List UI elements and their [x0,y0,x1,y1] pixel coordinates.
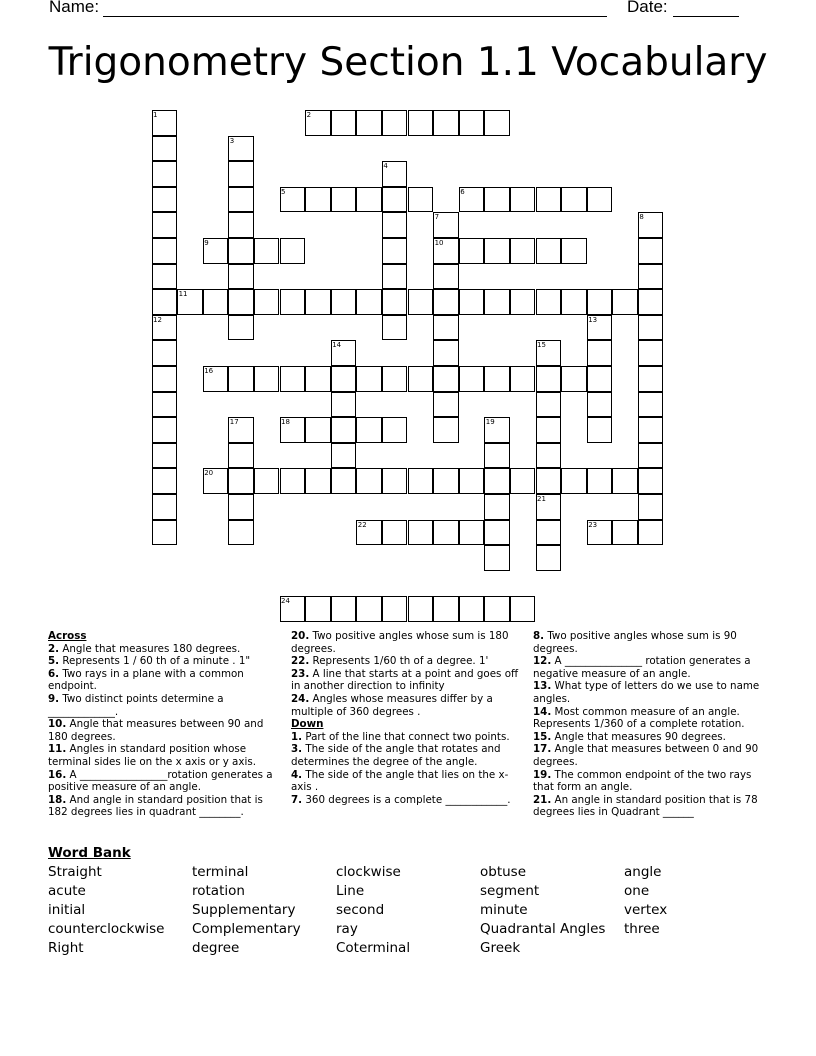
word-bank-word: vertex [624,902,668,918]
cell-number: 17 [229,418,239,427]
crossword-cell[interactable] [587,187,613,213]
clue-number: 12. [533,655,552,668]
crossword-cell[interactable] [356,289,382,315]
crossword-cell[interactable] [305,417,331,443]
clue-number: 1. [291,730,303,743]
across-clue-list [48,643,276,819]
crossword-cell[interactable] [638,315,664,341]
clue [533,680,765,705]
word-bank-word: counterclockwise [48,921,165,937]
crossword-cell[interactable] [612,289,638,315]
clue-number: 7. [291,793,303,806]
crossword-cell[interactable] [536,520,562,546]
clue [291,668,519,693]
crossword-cell[interactable] [408,596,434,622]
cell-number: 10 [434,239,444,247]
crossword-cell[interactable] [152,417,178,443]
word-bank-word: terminal [192,864,249,880]
clue [291,769,519,794]
clue-text: A _______________ rotation generates a negative measure of an angle. [533,655,751,680]
word-bank-word: Line [336,883,365,899]
cell-number: 7 [434,213,440,222]
crossword-cell[interactable] [331,417,357,443]
clue-number: 10. [48,718,67,731]
crossword-cell[interactable] [305,187,331,213]
crossword-cell[interactable] [152,212,178,238]
crossword-cell[interactable] [228,212,254,238]
crossword-cell[interactable] [536,289,562,315]
clue-text: Angles whose measures differ by a multiple of 360 degrees . [291,692,493,718]
crossword-cell[interactable] [382,187,408,213]
crossword-cell[interactable] [433,110,459,136]
crossword-cell[interactable] [228,468,254,494]
clue-number: 23. [291,667,310,680]
cell-number: 15 [537,341,546,350]
crossword-cell[interactable] [331,289,357,315]
clue [533,630,765,655]
crossword-cell[interactable] [228,238,254,264]
crossword-cell[interactable] [305,596,331,622]
crossword-cell[interactable] [356,366,382,392]
clue [533,769,765,794]
crossword-cell[interactable] [228,315,254,341]
cell-number: 18 [281,418,290,427]
cell-number: 13 [588,315,598,324]
cell-number: 21 [537,495,546,503]
clue [533,731,765,744]
cell-number: 11 [178,290,188,299]
clue-text: Two positive angles whose sum is 180 degrees. [291,630,509,655]
across-heading: Across [48,630,87,642]
crossword-cell[interactable] [152,443,178,469]
cell-number: 16 [204,367,214,375]
crossword-cell[interactable] [203,289,229,315]
cell-number: 12 [153,315,162,324]
word-bank-word: second [336,902,385,918]
crossword-cell[interactable] [152,392,178,418]
crossword-cell[interactable] [408,520,434,546]
clue [48,643,276,656]
crossword-cell[interactable] [561,289,587,315]
crossword-cell[interactable] [152,494,178,520]
clue-text: Most common measure of an angle. Represents 1/360 of a complete rotation. [533,705,745,731]
cell-number: 8 [639,213,644,222]
word-bank-word: degree [192,940,240,956]
crossword-cell[interactable] [382,468,408,494]
crossword-cell[interactable] [612,520,638,546]
crossword-cell[interactable] [484,468,510,494]
crossword-cell[interactable] [433,315,459,341]
clue-text: A _________________rotation generates a positive measure of an angle. [48,768,273,794]
crossword-cell[interactable] [382,238,408,264]
crossword-cell[interactable] [459,596,485,622]
clue-number: 15. [533,730,552,743]
clue [291,655,519,668]
word-bank-word: Greek [480,940,521,956]
crossword-cell[interactable] [536,238,562,264]
crossword-cell[interactable] [638,392,664,418]
word-bank-column [192,863,301,958]
word-bank-word: segment [480,883,540,899]
crossword-cell[interactable] [305,289,331,315]
clue [533,655,765,680]
word-bank-column [48,863,164,958]
crossword-cell[interactable] [254,468,280,494]
clue-text: Two positive angles whose sum is 90 degrees. [533,630,737,655]
clue-number: 9. [48,692,60,705]
crossword-cell[interactable] [228,494,254,520]
clue [48,718,276,743]
clue [291,731,519,744]
cell-number: 22 [357,520,367,529]
word-bank-word: Straight [48,864,102,880]
clue-text: 360 degrees is a complete ____________. [302,793,511,806]
clue-text: And angle in standard position that is 182 degrees lies in quadrant ________. [48,793,263,819]
crossword-cell[interactable] [484,110,510,136]
word-bank-column [624,863,667,939]
crossword-cell[interactable] [638,264,664,290]
crossword-cell[interactable] [228,161,254,187]
crossword-cell[interactable] [459,289,485,315]
crossword-cell[interactable] [228,520,254,546]
cell-number: 9 [204,239,209,247]
crossword-cell[interactable] [484,238,510,264]
crossword-cell[interactable] [152,520,178,546]
crossword-cell[interactable] [382,212,408,238]
crossword-cell[interactable] [484,443,510,469]
clue-number: 11. [48,743,67,756]
crossword-cell[interactable] [254,289,280,315]
clue-text: What type of letters do we use to name angles. [533,680,760,705]
crossword-cell[interactable] [152,468,178,494]
clue-text: Angles in standard position whose terminal sides lie on the x axis or y axis. [48,743,256,768]
crossword-cell[interactable] [638,417,664,443]
crossword-cell[interactable] [228,264,254,290]
clue-number: 6. [48,667,60,680]
cell-number: 19 [485,418,495,427]
crossword-cell[interactable] [433,520,459,546]
clue-number: 14. [533,705,552,718]
crossword-cell[interactable] [561,366,587,392]
crossword-cell[interactable] [228,289,254,315]
crossword-cell[interactable] [433,596,459,622]
crossword-cell[interactable] [536,392,562,418]
word-bank-column [480,863,605,958]
crossword-cell[interactable] [382,110,408,136]
clue [291,630,519,655]
clue [291,794,519,807]
crossword-cell[interactable] [638,366,664,392]
clue-number: 2. [48,642,60,655]
crossword-cell[interactable] [459,520,485,546]
crossword-cell[interactable] [152,136,178,162]
crossword-cell[interactable] [459,238,485,264]
crossword-cell[interactable] [587,417,613,443]
crossword-cell[interactable] [638,494,664,520]
crossword-cell[interactable] [305,468,331,494]
crossword-cell[interactable] [382,289,408,315]
crossword-cell[interactable] [152,264,178,290]
crossword-cell[interactable] [484,366,510,392]
clue-number: 4. [291,768,303,781]
crossword-cell[interactable] [638,238,664,264]
crossword-cell[interactable] [484,520,510,546]
crossword-cell[interactable] [382,417,408,443]
crossword-cell[interactable] [382,264,408,290]
crossword-cell[interactable] [561,187,587,213]
clue [48,693,276,718]
down-clue-list-continued [533,630,765,819]
word-bank-word: obtuse [480,864,527,880]
word-bank-word: three [624,921,660,937]
crossword-cell[interactable] [331,468,357,494]
crossword-cell[interactable] [254,366,280,392]
crossword-cell[interactable] [280,366,306,392]
crossword-cell[interactable] [536,443,562,469]
crossword-cell[interactable] [228,366,254,392]
cell-number: 3 [229,136,235,145]
crossword-cell[interactable] [382,366,408,392]
crossword-cell[interactable] [356,596,382,622]
word-bank-word: initial [48,902,86,918]
clue-text: The side of the angle that rotates and determines the degree of the angle. [291,743,501,768]
crossword-cell[interactable] [587,468,613,494]
crossword-cell[interactable] [280,238,306,264]
word-bank-word: Supplementary [192,902,296,918]
clue [48,794,276,819]
clue [533,743,765,768]
word-bank-word: rotation [192,883,245,899]
clue-number: 21. [533,793,552,806]
crossword-cell[interactable] [510,366,536,392]
crossword-cell[interactable] [459,468,485,494]
cell-number: 2 [306,111,312,119]
clue-text: Angle that measures between 0 and 90 degrees. [533,743,759,768]
clue-number: 20. [291,630,310,642]
crossword-cell[interactable] [587,289,613,315]
clue-text: Represents 1/60 th of a degree. 1' [309,655,489,668]
crossword-cell[interactable] [356,187,382,213]
clue-number: 24. [291,692,310,705]
crossword-cell[interactable] [228,187,254,213]
crossword-cell[interactable] [536,417,562,443]
clue [48,655,276,668]
crossword-cell[interactable] [484,187,510,213]
crossword-cell[interactable] [510,468,536,494]
crossword-cell[interactable] [510,289,536,315]
clue-text: Angle that measures 90 degrees. [551,730,726,743]
clue-text: An angle in standard position that is 78 degrees lies in Quadrant ______ [533,793,758,819]
clue-number: 22. [291,655,310,668]
crossword-cell[interactable] [536,366,562,392]
crossword-cell[interactable] [433,366,459,392]
cell-number: 20 [204,469,214,478]
crossword-cell[interactable] [510,596,536,622]
crossword-cell[interactable] [228,443,254,469]
cell-number: 23 [588,520,598,529]
word-bank-word: clockwise [336,864,401,880]
clue-text: A line that starts at a point and goes off in another direction to infinity [291,667,519,693]
crossword-cell[interactable] [382,596,408,622]
crossword-cell[interactable] [433,289,459,315]
clue-number: 13. [533,680,552,693]
word-bank-word: one [624,883,650,899]
crossword-cell[interactable] [382,520,408,546]
crossword-cell[interactable] [638,520,664,546]
crossword-cell[interactable] [331,443,357,469]
down-clue-list [291,731,519,807]
word-bank-word: Quadrantal Angles [480,921,606,937]
clue [533,794,765,819]
crossword-cell[interactable] [638,468,664,494]
word-bank-word: Coterminal [336,940,411,956]
crossword-cell[interactable] [152,289,178,315]
cell-number: 14 [332,341,342,350]
crossword-cell[interactable] [408,468,434,494]
clue-number: 17. [533,743,552,756]
word-bank-word: Right [48,940,84,956]
crossword-cell[interactable] [587,340,613,366]
crossword-cell[interactable] [536,187,562,213]
word-bank-word: angle [624,864,662,880]
crossword-cell[interactable] [561,238,587,264]
crossword-cell[interactable] [433,392,459,418]
clue [291,743,519,768]
clue-text: Two distinct points determine a _____________. [48,692,224,718]
crossword-cell[interactable] [433,468,459,494]
crossword-cell[interactable] [433,417,459,443]
clues-column-3 [533,630,765,819]
name-label: Name: [49,0,100,16]
crossword-cell[interactable] [356,110,382,136]
crossword-cell[interactable] [382,315,408,341]
crossword-cell[interactable] [638,289,664,315]
crossword-cell[interactable] [331,596,357,622]
page-title: Trigonometry Section 1.1 Vocabulary [48,40,768,85]
crossword-cell[interactable] [152,161,178,187]
crossword-cell[interactable] [408,289,434,315]
crossword-cell[interactable] [459,110,485,136]
cell-number: 24 [281,597,290,606]
crossword-cell[interactable] [587,392,613,418]
down-heading: Down [291,718,324,731]
across-clue-list-continued [291,630,519,718]
crossword-cell[interactable] [638,340,664,366]
clue [533,706,765,731]
crossword-cell[interactable] [484,494,510,520]
cell-number: 5 [281,187,286,196]
clue [48,769,276,794]
crossword-cell[interactable] [433,264,459,290]
word-bank-word: Complementary [192,921,301,937]
crossword-cell[interactable] [536,545,562,571]
crossword-cell[interactable] [484,596,510,622]
clue-number: 8. [533,630,545,642]
clue-text: The common endpoint of the two rays that form an angle. [533,768,752,794]
clue-number: 5. [48,655,60,668]
clue-number: 18. [48,793,67,806]
clue [48,668,276,693]
crossword-cell[interactable] [331,392,357,418]
crossword-cell[interactable] [331,110,357,136]
crossword-cell[interactable] [408,187,434,213]
word-bank-title: Word Bank [48,845,131,861]
clue-text: Angle that measures between 90 and 180 degrees. [48,718,264,743]
crossword-cell[interactable] [459,366,485,392]
word-bank-word: ray [336,921,358,937]
crossword-cell[interactable] [638,443,664,469]
clue [48,743,276,768]
crossword-cell[interactable] [561,468,587,494]
cell-number: 6 [460,187,465,196]
crossword-cell[interactable] [612,468,638,494]
crossword-cell[interactable] [152,238,178,264]
crossword-cell[interactable] [254,238,280,264]
word-bank-word: minute [480,902,528,918]
crossword-cell[interactable] [152,187,178,213]
crossword-cell[interactable] [152,340,178,366]
clue-text: The side of the angle that lies on the x-axis . [291,768,509,794]
clue [291,693,519,718]
clue-text: Represents 1 / 60 th of a minute . 1" [59,655,251,668]
clue-text: Angle that measures 180 degrees. [59,642,241,655]
crossword-cell[interactable] [587,366,613,392]
crossword-cell[interactable] [484,289,510,315]
crossword-cell[interactable] [484,545,510,571]
crossword-cell[interactable] [356,468,382,494]
crossword-cell[interactable] [356,417,382,443]
crossword-cell[interactable] [152,366,178,392]
cell-number: 1 [153,111,158,119]
clues-column-1 [48,630,276,819]
crossword-cell[interactable] [536,468,562,494]
crossword-cell[interactable] [408,110,434,136]
crossword-cell[interactable] [331,366,357,392]
word-bank-column [336,863,410,958]
crossword-cell[interactable] [510,187,536,213]
crossword-cell[interactable] [433,340,459,366]
clues-column-2 [291,630,519,806]
crossword-cell[interactable] [280,468,306,494]
word-bank-word: acute [48,883,86,899]
clue-number: 3. [291,743,303,756]
crossword-cell[interactable] [305,366,331,392]
crossword-cell[interactable] [408,366,434,392]
crossword-cell[interactable] [510,238,536,264]
crossword-cell[interactable] [331,187,357,213]
clue-number: 16. [48,768,67,781]
cell-number: 4 [383,162,388,171]
clue-number: 19. [533,768,552,781]
date-label: Date: [627,0,668,16]
crossword-cell[interactable] [280,289,306,315]
clue-text: Part of the line that connect two points. [302,730,510,743]
clue-text: Two rays in a plane with a common endpoint. [48,667,244,693]
